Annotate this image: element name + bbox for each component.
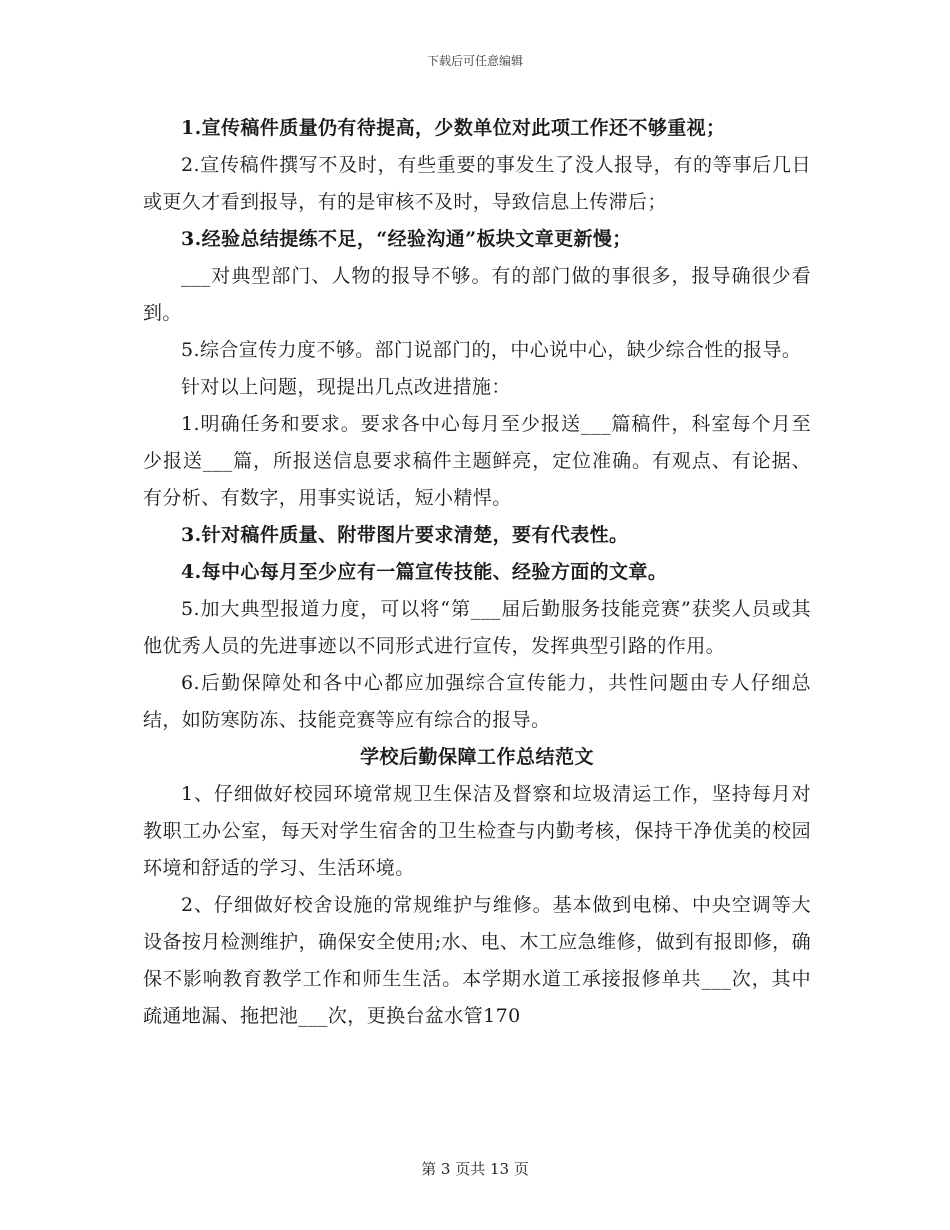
- section-paragraph-2: 2、仔细做好校舍设施的常规维护与维修。基本做到电梯、中央空调等大设备按月检测维护，确保安全使用;水、电、木工应急维修，做到有报即修，确保不影响教育教学工作和师生生活。本学期水道工承接报修单共___次，其中疏通地漏、拖把池___次，更换台盆水管170: [143, 894, 811, 1027]
- paragraph-10: 5.加大典型报道力度，可以将“第___届后勤服务技能竞赛”获奖人员或其他优秀人员的先进事迹以不同形式进行宣传，发挥典型引路的作用。: [143, 598, 811, 657]
- paragraph-5: 5.综合宣传力度不够。部门说部门的，中心说中心，缺少综合性的报导。: [181, 339, 802, 361]
- section-paragraph-1: 1、仔细做好校园环境常规卫生保洁及督察和垃圾清运工作，坚持每月对教职工办公室，每天对学生宿舍的卫生检查与内勤考核，保持干净优美的校园环境和舒适的学习、生活环境。: [143, 783, 811, 879]
- paragraph-3: 3.经验总结提练不足，“经验沟通”板块文章更新慢；: [181, 228, 632, 250]
- document-body: [143, 110, 811, 1035]
- paragraph-1: 1.宣传稿件质量仍有待提高，少数单位对此项工作还不够重视；: [181, 117, 726, 139]
- paragraph-7: 1.明确任务和要求。要求各中心每月至少报送___篇稿件，科室每个月至少报送___篇，所报送信息要求稿件主题鲜亮，定位准确。有观点、有论据、有分析、有数字，用事实说话，短小精悍。: [143, 413, 811, 509]
- section-title: 学校后勤保障工作总结范文: [359, 746, 594, 768]
- page-footer: 第 3 页共 13 页: [421, 1160, 529, 1178]
- paragraph-8: 3.针对稿件质量、附带图片要求清楚，要有代表性。: [181, 524, 629, 546]
- paragraph-4: ___对典型部门、人物的报导不够。有的部门做的事很多，报导确很少看到。: [143, 265, 811, 324]
- paragraph-2: 2.宣传稿件撰写不及时，有些重要的事发生了没人报导，有的等事后几日或更久才看到报导，有的是审核不及时，导致信息上传滞后；: [143, 154, 811, 213]
- paragraph-6: 针对以上问题，现提出几点改进措施：: [181, 376, 511, 398]
- paragraph-9: 4.每中心每月至少应有一篇宣传技能、经验方面的文章。: [181, 561, 668, 583]
- paragraph-11: 6.后勤保障处和各中心都应加强综合宣传能力，共性问题由专人仔细总结，如防寒防冻、技能竞赛等应有综合的报导。: [143, 672, 811, 731]
- page-header: 下载后可任意编辑: [426, 54, 523, 68]
